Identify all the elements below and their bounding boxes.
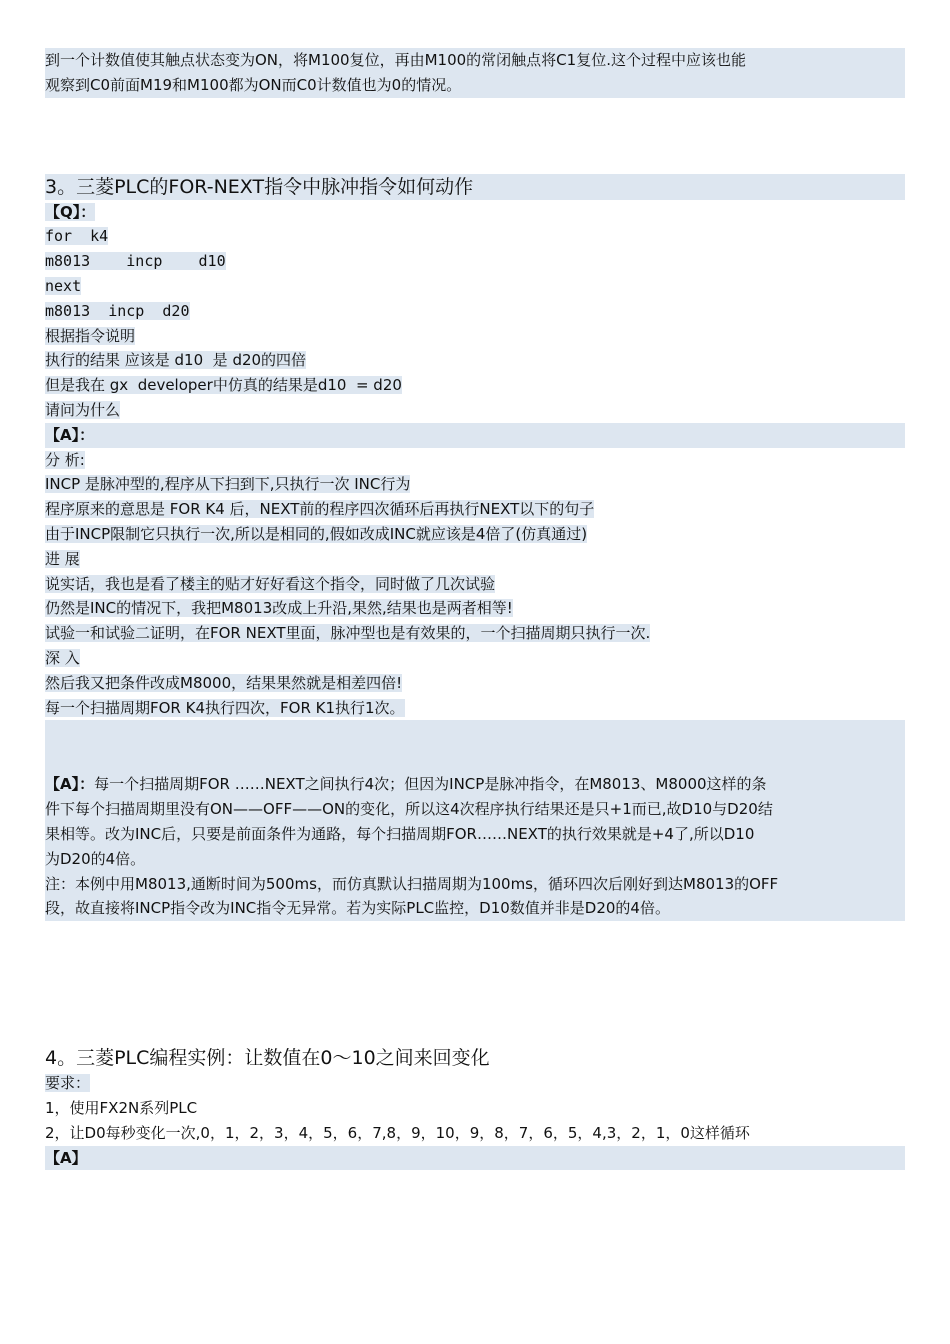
- progress-line: 仍然是INC的情况下，我把M8013改成上升沿,果然,结果也是两者相等!: [45, 599, 513, 618]
- code-line: m8013 incp d10: [45, 252, 226, 271]
- question-line: 执行的结果 应该是 d10 是 d20的四倍: [45, 351, 307, 370]
- highlight-spacer: [45, 720, 905, 772]
- section-title: 4。三菱PLC编程实例：让数值在0～10之间来回变化: [45, 1047, 490, 1070]
- text-line: 观察到C0前面M19和M100都为ON而C0计数值也为0的情况。: [45, 75, 462, 94]
- progress-label: 进 展: [45, 549, 80, 568]
- a-label: 【A】: [45, 1148, 87, 1167]
- section-3: [45, 174, 905, 200]
- top-note: [45, 48, 905, 98]
- requirement-line: 2，让D0每秒变化一次,0，1，2，3，4，5，6，7,8，9，10，9，8，7，6，5，4,3，2，1，0这样循环: [45, 1123, 750, 1142]
- code-line: for k4: [45, 227, 109, 246]
- requirements-label: 要求：: [45, 1074, 91, 1093]
- question-line: 根据指令说明: [45, 326, 136, 345]
- document-page: [45, 48, 905, 1170]
- deep-line: 每一个扫描周期FOR K4执行四次，FOR K1执行1次。: [45, 698, 405, 717]
- analysis-line: 由于INCP限制它只执行一次,所以是相同的,假如改成INC就应该是4倍了(仿真通过): [45, 524, 588, 543]
- analysis-label: 分 析:: [45, 450, 85, 469]
- answer-line: 件下每个扫描周期里没有ON——OFF——ON的变化，所以这4次程序执行结果还是只+1而已,故D10与D20结: [45, 800, 773, 819]
- code-line: next: [45, 276, 82, 295]
- deep-label: 深 入: [45, 648, 80, 667]
- analysis-line: 程序原来的意思是 FOR K4 后，NEXT前的程序四次循环后再执行NEXT以下的句子: [45, 500, 595, 519]
- text-line: 到一个计数值使其触点状态变为ON，将M100复位，再由M100的常闭触点将C1复位.这个过程中应该也能: [45, 51, 746, 69]
- section-title: 3。三菱PLC的FOR-NEXT指令中脉冲指令如何动作: [45, 175, 474, 198]
- analysis-line: INCP 是脉冲型的,程序从下扫到下,只执行一次 INC行为: [45, 475, 411, 494]
- answer-line: 每一个扫描周期FOR ……NEXT之间执行4次；但因为INCP是脉冲指令，在M8013、M8000这样的条: [94, 775, 767, 794]
- answer-block: [45, 772, 905, 921]
- q-label: 【Q】：: [45, 202, 96, 221]
- code-line: m8013 incp d20: [45, 301, 190, 320]
- progress-line: 试验一和试验二证明，在FOR NEXT里面，脉冲型也是有效果的，一个扫描周期只执行一次.: [45, 624, 651, 643]
- question-line: 请问为什么: [45, 400, 121, 419]
- deep-line: 然后我又把条件改成M8000，结果果然就是相差四倍!: [45, 673, 403, 692]
- answer-line: 为D20的4倍。: [45, 849, 146, 868]
- question-line: 但是我在 gx developer中仿真的结果是d10 = d20: [45, 376, 402, 395]
- progress-line: 说实话，我也是看了楼主的贴才好好看这个指令，同时做了几次试验: [45, 574, 496, 593]
- answer-label: 【A】：: [45, 775, 95, 794]
- section-3-body: [45, 200, 905, 922]
- section-4: [45, 1045, 905, 1170]
- answer-line: 果相等。改为INC后，只要是前面条件为通路，每个扫描周期FOR……NEXT的执行效果就是+4了,所以D10: [45, 824, 755, 843]
- note-line: 段，故直接将INCP指令改为INC指令无异常。若为实际PLC监控，D10数值并非是D20的4倍。: [45, 899, 670, 918]
- requirement-line: 1，使用FX2N系列PLC: [45, 1098, 198, 1117]
- note-line: 注：本例中用M8013,通断时间为500ms，而仿真默认扫描周期为100ms，循环四次后刚好到达M8013的OFF: [45, 874, 779, 893]
- a-label: 【A】：: [45, 425, 95, 444]
